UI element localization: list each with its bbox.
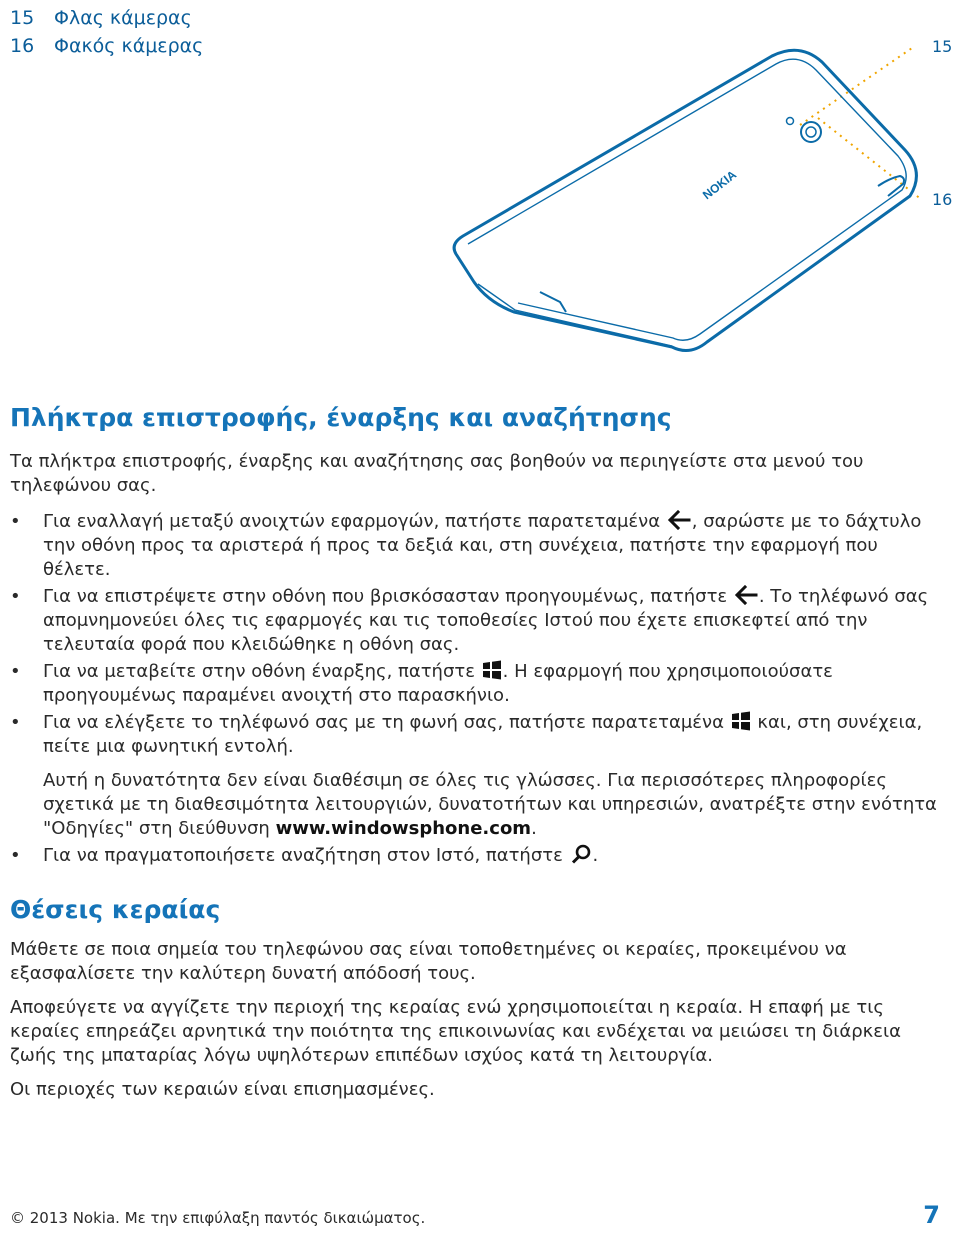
bullet-list <box>10 844 945 868</box>
windows-start-icon <box>731 711 751 731</box>
bullet-icon: • <box>10 511 21 532</box>
phone-outline <box>454 50 916 350</box>
paragraph: Οι περιοχές των κεραιών είναι επισημασμένες. <box>10 1079 435 1100</box>
legend-label: Φακός κάμερας <box>54 35 204 57</box>
legend-number: 16 <box>10 35 35 57</box>
bullet-icon: • <box>10 661 21 682</box>
windows-start-icon <box>482 660 502 680</box>
paragraph: Μάθετε σε ποια σημεία του τηλεφώνου σας είναι τοποθετημένες οι κεραίες, προκειμένου να εξασφαλίσετε την καλύτερη δυνατή απόδοσή τους. <box>10 939 847 984</box>
list-item: • Για να επιστρέψετε στην οθόνη που βρισκόσασταν προηγουμένως, πατήστε . Το τηλέφωνό σας απομνημονεύει όλες τις εφαρμογές και τις τοποθεσίες Ιστού που έχετε επισκεφτεί από την τελευταία φορά που κλειδώθηκε η οθόνη σας. <box>10 586 929 655</box>
side-button <box>878 176 904 196</box>
bullet-list <box>10 510 945 759</box>
bullet-icon: • <box>10 845 21 866</box>
legend-label: Φλας κάμερας <box>54 7 192 29</box>
search-icon <box>570 844 592 864</box>
callout-label-16: 16 <box>932 190 953 209</box>
section-title-keys: Πλήκτρα επιστροφής, έναρξης και αναζήτησης <box>10 403 672 432</box>
bullet-icon: • <box>10 712 21 733</box>
phone-back-drawing <box>0 0 960 390</box>
brand-logo: NOKIA <box>699 167 740 203</box>
intro-paragraph: Τα πλήκτρα επιστροφής, έναρξης και αναζήτησης σας βοηθούν να περιηγείστε στα μενού του τηλεφώνου σας. <box>10 451 864 496</box>
list-item: • Για να μεταβείτε στην οθόνη έναρξης, πατήστε . Η εφαρμογή που χρησιμοποιούσατε προηγουμένως παραμένει ανοιχτή στο παρασκήνιο. <box>10 661 833 706</box>
camera-flash-icon <box>787 118 794 125</box>
back-arrow-icon <box>667 510 691 530</box>
callout-label-15: 15 <box>932 37 953 56</box>
back-arrow-icon <box>734 585 758 605</box>
camera-lens-icon <box>801 122 821 142</box>
copyright-text: © 2013 Nokia. Με την επιφύλαξη παντός δικαιώματος. <box>10 1209 426 1227</box>
phone-inner-edge <box>468 59 906 340</box>
paragraph: Αποφεύγετε να αγγίζετε την περιοχή της κεραίας ενώ χρησιμοποιείται η κεραία. Η επαφή με τις κεραίες επηρεάζει αρνητικά την ποιότητα της επικοινωνίας και ενδέχεται να μειώσει τη διάρκεια ζωής της μπαταρίας λόγω υψηλότερων επιπέδων ισχύος κατά τη λειτουργία. <box>10 997 901 1066</box>
phone-illustration <box>0 0 960 390</box>
section-title-antenna: Θέσεις κεραίας <box>10 895 221 924</box>
page-number: 7 <box>923 1201 940 1229</box>
list-item: • Για να ελέγξετε το τηλέφωνό σας με τη φωνή σας, πατήστε παρατεταμένα και, στη συνέχεια, πείτε μια φωνητική εντολή. <box>10 712 923 757</box>
website-link: www.windowsphone.com <box>275 818 532 839</box>
main-content <box>10 400 945 1102</box>
list-item: • Για εναλλαγή μεταξύ ανοιχτών εφαρμογών, πατήστε παρατεταμένα , σαρώστε με το δάχτυλο την οθόνη προς τα αριστερά ή προς τα δεξιά και, στη συνέχεια, πατήστε την εφαρμογή που θέλετε. <box>10 511 922 580</box>
page-footer <box>10 1199 940 1229</box>
note-paragraph: Αυτή η δυνατότητα δεν είναι διαθέσιμη σε όλες τις γλώσσες. Για περισσότερες πληροφορίες σχετικά με τη διαθεσιμότητα λειτουργιών, δυνατοτήτων και υπηρεσιών, ανατρέξτε στην ενότητα "Οδηγίες" στη διεύθυνση www.windowsphone.com. <box>43 770 937 839</box>
legend-number: 15 <box>10 7 35 29</box>
list-item: • Για να πραγματοποιήσετε αναζήτηση στον Ιστό, πατήστε . <box>10 845 599 866</box>
bullet-icon: • <box>10 586 21 607</box>
callout-line-16 <box>818 118 922 200</box>
